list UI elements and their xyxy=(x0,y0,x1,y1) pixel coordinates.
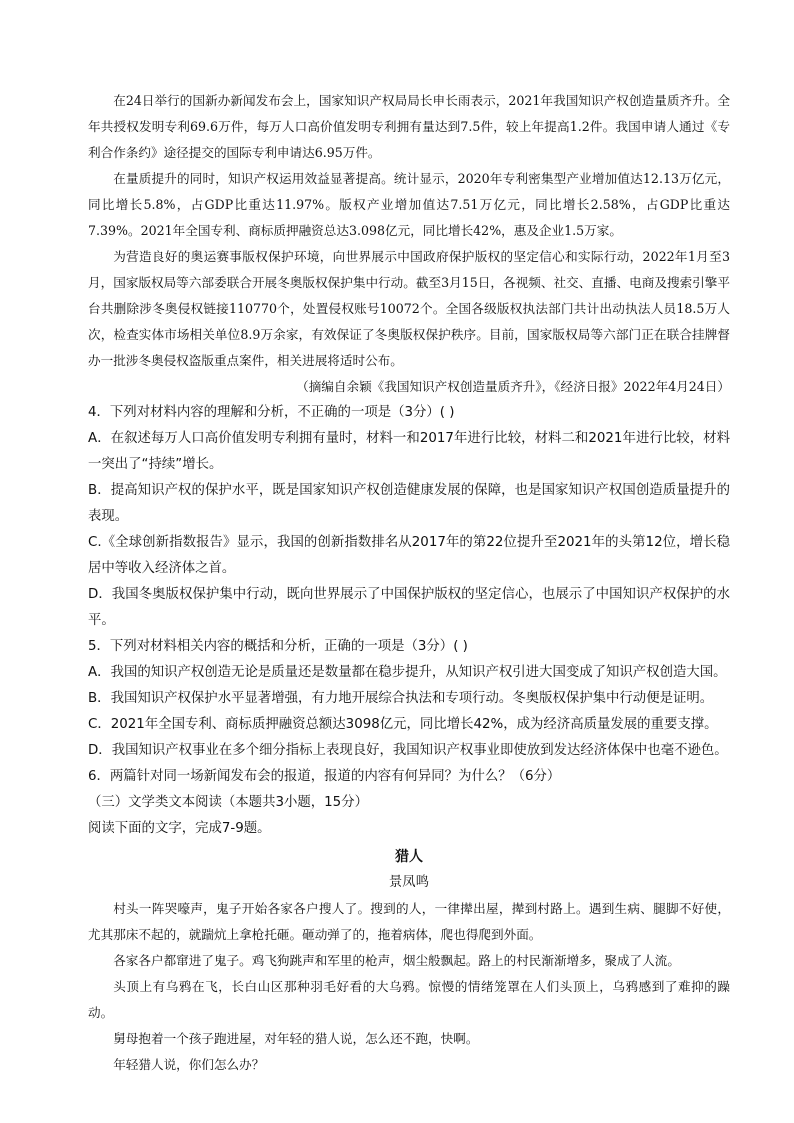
material-paragraph-3: 为营造良好的奥运赛事版权保护环境，向世界展示中国政府保护版权的坚定信心和实际行动，2022年1月至3月，国家版权局等六部委联合开展冬奥版权保护集中行动。截至3月15日，各视频、社交、直播、电商及搜索引擎平台共删除涉冬奥侵权链接110770个，处置侵权账号10072个。全国各级版权执法部门共计出动执法人员18.5万人次，检查实体市场相关单位8.9万余家，有效保证了冬奥版权保护秩序。目前，国家版权局等六部门正在联合挂牌督办一批涉冬奥侵权盗版重点案件，相关进展将适时公布。 xyxy=(88,249,730,368)
question-5-stem: 5．下列对材料相关内容的概括和分析，正确的一项是（3分）( ) xyxy=(88,639,468,654)
story-paragraph-3: 头顶上有乌鸦在飞，长白山区那种羽毛好看的大乌鸦。惊慢的情绪笼罩在人们头顶上，乌鸦感到了难抑的躁动。 xyxy=(88,979,730,1020)
story-author: 景凤鸣 xyxy=(388,875,430,890)
question-4-option-a: A．在叙述每万人口高价值发明专利拥有量时，材料一和2017年进行比较，材料二和2021年进行比较，材料一突出了“持续”增长。 xyxy=(88,431,730,472)
story-paragraph-1: 村头一阵哭嚎声，鬼子开始各家各户搜人了。搜到的人，一律撵出屋，撵到村路上。遇到生病、腿脚不好使，尤其那床不起的，就踹炕上拿枪托砸。砸动弹了的，拖着病体，爬也得爬到外面。 xyxy=(88,901,730,942)
question-5-option-a: A．我国的知识产权创造无论是质量还是数量都在稳步提升，从知识产权引进大国变成了知识产权创造大国。 xyxy=(88,665,727,680)
question-5-option-b: B．我国知识产权保护水平显著增强，有力地开展综合执法和专项行动。冬奥版权保护集中行动便是证明。 xyxy=(88,691,714,706)
material-paragraph-1: 在24日举行的国新办新闻发布会上，国家知识产权局局长申长雨表示，2021年我国知识产权创造量质齐升。全年共授权发明专利69.6万件，每万人口高价值发明专利拥有量达到7.5件，较上年提高1.2件。我国申请人通过《专利合作条约》途径提交的国际专利申请达6.95万件。 xyxy=(88,93,730,160)
story-paragraph-2: 各家各户都窜进了鬼子。鸡飞狗跳声和军里的枪声，烟尘般飘起。路上的村民渐渐增多，聚成了人流。 xyxy=(113,953,680,968)
question-5-option-c: C．2021年全国专利、商标质押融资总额达3098亿元，同比增长42%，成为经济高质量发展的重要支撑。 xyxy=(88,717,718,732)
question-4-stem: 4．下列对材料内容的理解和分析，不正确的一项是（3分）( ) xyxy=(88,405,455,420)
question-4-option-b: B．提高知识产权的保护水平，既是国家知识产权创造健康发展的保障，也是国家知识产权国创造质量提升的表现。 xyxy=(88,483,730,524)
question-5-option-d: D．我国知识产权事业在多个细分指标上表现良好，我国知识产权事业即使放到发达经济体保中也毫不逊色。 xyxy=(88,743,728,758)
question-4-option-c: C.《全球创新指数报告》显示，我国的创新指数排名从2017年的第22位提升至2021年的头第12位，增长稳居中等收入经济体之首。 xyxy=(88,535,730,576)
section-heading: （三）文学类文本阅读（本题共3小题，15分） xyxy=(88,795,368,810)
material-source: （摘编自余颖《我国知识产权创造量质齐升》，《经济日报》2022年4月24日） xyxy=(296,379,730,394)
section-instruction: 阅读下面的文字，完成7-9题。 xyxy=(88,821,271,836)
story-paragraph-5: 年轻猎人说，你们怎么办？ xyxy=(113,1057,265,1072)
story-paragraph-4: 舅母抱着一个孩子跑进屋，对年轻的猎人说，怎么还不跑，快啊。 xyxy=(113,1031,479,1046)
material-paragraph-2: 在量质提升的同时，知识产权运用效益显著提高。统计显示，2020年专利密集型产业增加值达12.13万亿元，同比增长5.8%，占GDP比重达11.97%。版权产业增加值达7.51万亿元，同比增长2.58%，占GDP比重达7.39%。2021年全国专利、商标质押融资总达3.098亿元，同比增长42%，惠及企业1.5万家。 xyxy=(88,171,730,238)
material-text xyxy=(88,88,730,374)
story-text xyxy=(88,896,730,1078)
question-4-option-d: D．我国冬奥版权保护集中行动，既向世界展示了中国保护版权的坚定信心，也展示了中国知识产权保护的水平。 xyxy=(88,587,730,628)
question-6-stem: 6．两篇针对同一场新闻发布会的报道，报道的内容有何异同？为什么？（6分） xyxy=(88,769,561,784)
story-title: 猎人 xyxy=(395,849,423,865)
